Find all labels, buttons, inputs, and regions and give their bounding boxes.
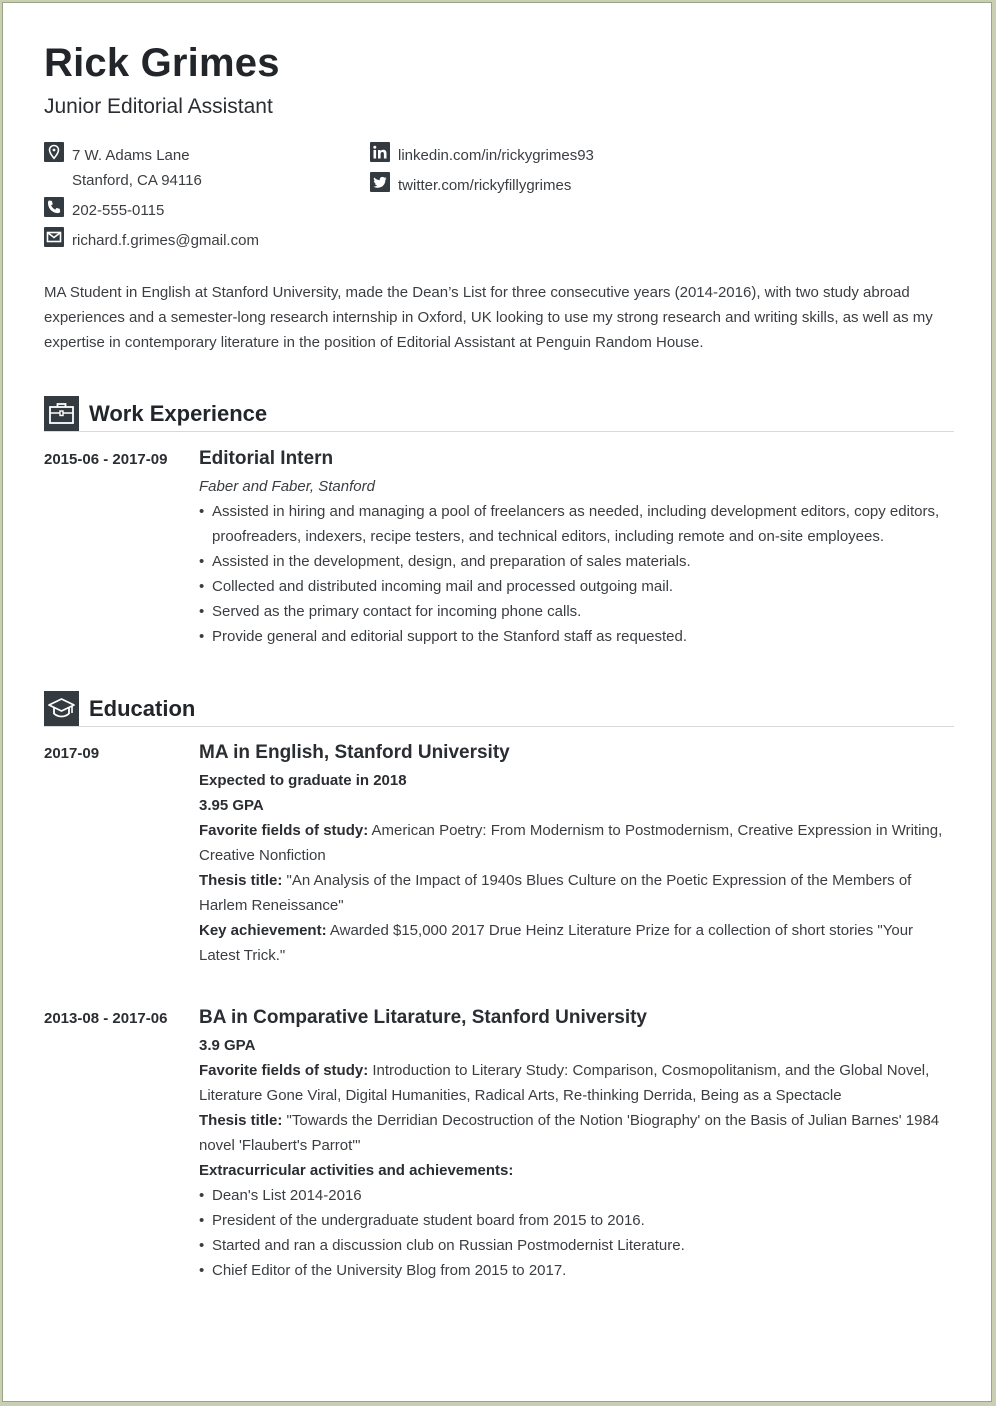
fields-of-study bbox=[199, 818, 949, 868]
thesis bbox=[199, 868, 949, 918]
address-line-2: Stanford, CA 94116 bbox=[72, 172, 202, 189]
fields-label: Favorite fields of study: bbox=[199, 822, 369, 839]
ma-entry bbox=[199, 741, 949, 968]
section-divider bbox=[44, 726, 954, 727]
job-bullets bbox=[199, 499, 949, 649]
envelope-icon bbox=[44, 227, 64, 247]
phone-icon bbox=[44, 197, 64, 217]
phone-text[interactable]: 202-555-0115 bbox=[72, 202, 165, 219]
map-pin-icon bbox=[44, 142, 64, 162]
list-item: • Started and ran a discussion club on Russian Postmodernist Literature. bbox=[199, 1233, 949, 1258]
briefcase-icon bbox=[44, 396, 79, 431]
ba-date: 2013-08 - 2017-06 bbox=[44, 1010, 168, 1027]
job-title: Editorial Intern bbox=[199, 448, 334, 469]
company-name: Faber and Faber, Stanford bbox=[199, 478, 375, 495]
gpa: 3.9 GPA bbox=[199, 1037, 256, 1054]
twitter-icon bbox=[370, 172, 390, 192]
work-date: 2015-06 - 2017-09 bbox=[44, 451, 168, 468]
thesis-label: Thesis title: bbox=[199, 1112, 283, 1129]
list-item: • President of the undergraduate student board from 2015 to 2016. bbox=[199, 1208, 949, 1233]
thesis-text: "An Analysis of the Impact of 1940s Blues Culture on the Poetic Expression of the Members of Harlem Reneissance" bbox=[199, 872, 912, 914]
achievement-text: Awarded $15,000 2017 Drue Heinz Literature Prize for a collection of short stories "Your Latest Trick." bbox=[199, 922, 914, 964]
linkedin-text[interactable]: linkedin.com/in/rickygrimes93 bbox=[398, 147, 594, 164]
thesis bbox=[199, 1108, 949, 1158]
list-item: • Served as the primary contact for incoming phone calls. bbox=[199, 599, 949, 624]
degree-title: BA in Comparative Litarature, Stanford University bbox=[199, 1007, 648, 1028]
gpa: 3.95 GPA bbox=[199, 797, 264, 814]
email-text[interactable]: richard.f.grimes@gmail.com bbox=[72, 232, 259, 249]
achievement-label: Key achievement: bbox=[199, 922, 327, 939]
thesis-label: Thesis title: bbox=[199, 872, 283, 889]
list-item: • Assisted in the development, design, and preparation of sales materials. bbox=[199, 549, 949, 574]
fields-text: American Poetry: From Modernism to Postmodernism, Creative Expression in Writing, Creative Nonfiction bbox=[199, 822, 943, 864]
twitter-text[interactable]: twitter.com/rickyfillygrimes bbox=[398, 177, 572, 194]
candidate-name: Rick Grimes bbox=[44, 41, 280, 85]
linkedin-icon bbox=[370, 142, 390, 162]
profile-summary: MA Student in English at Stanford University, made the Dean’s List for three consecutive years (2014-2016), with two study abroad experiences and a semester-long research internship in Oxford, UK looking to use my strong research and writing skills, as well as my expertise in contemporary literature in the position of Editorial Assistant at Penguin Random House. bbox=[44, 284, 933, 351]
work-entry bbox=[199, 447, 949, 649]
list-item: • Chief Editor of the University Blog from 2015 to 2017. bbox=[199, 1258, 949, 1283]
extracurricular-list bbox=[199, 1183, 949, 1283]
list-item: • Collected and distributed incoming mail and processed outgoing mail. bbox=[199, 574, 949, 599]
resume-page bbox=[2, 2, 992, 1402]
thesis-text: "Towards the Derridian Decostruction of the Notion 'Biography' on the Basis of Julian Barnes' 1984 novel 'Flaubert's Parrot'" bbox=[199, 1112, 940, 1154]
section-divider bbox=[44, 431, 954, 432]
fields-text: Introduction to Literary Study: Comparison, Cosmopolitanism, and the Global Novel, Literature Gone Viral, Digital Humanities, Radical Arts, Re-thinking Derrida, Being as a Spectacle bbox=[199, 1062, 930, 1104]
education-heading: Education bbox=[89, 696, 196, 721]
expected-graduation: Expected to graduate in 2018 bbox=[199, 772, 407, 789]
fields-label: Favorite fields of study: bbox=[199, 1062, 369, 1079]
list-item: • Assisted in hiring and managing a pool of freelancers as needed, including development editors, copy editors, proofreaders, indexers, recipe testers, and technical editors, including remote and on-site employees. bbox=[199, 499, 949, 549]
fields-of-study bbox=[199, 1058, 949, 1108]
address-text bbox=[72, 143, 202, 193]
graduation-cap-icon bbox=[44, 691, 79, 726]
work-experience-heading: Work Experience bbox=[89, 401, 268, 426]
ma-date: 2017-09 bbox=[44, 745, 100, 762]
key-achievement bbox=[199, 918, 949, 968]
extracurricular-label: Extracurricular activities and achievements: bbox=[199, 1162, 514, 1179]
work-experience-header bbox=[44, 396, 954, 432]
education-header bbox=[44, 691, 954, 727]
list-item: • Provide general and editorial support to the Stanford staff as requested. bbox=[199, 624, 949, 649]
list-item: • Dean's List 2014-2016 bbox=[199, 1183, 949, 1208]
candidate-title: Junior Editorial Assistant bbox=[44, 95, 273, 118]
ba-entry bbox=[199, 1006, 949, 1283]
degree-title: MA in English, Stanford University bbox=[199, 742, 510, 763]
address-line-1: 7 W. Adams Lane bbox=[72, 147, 190, 164]
